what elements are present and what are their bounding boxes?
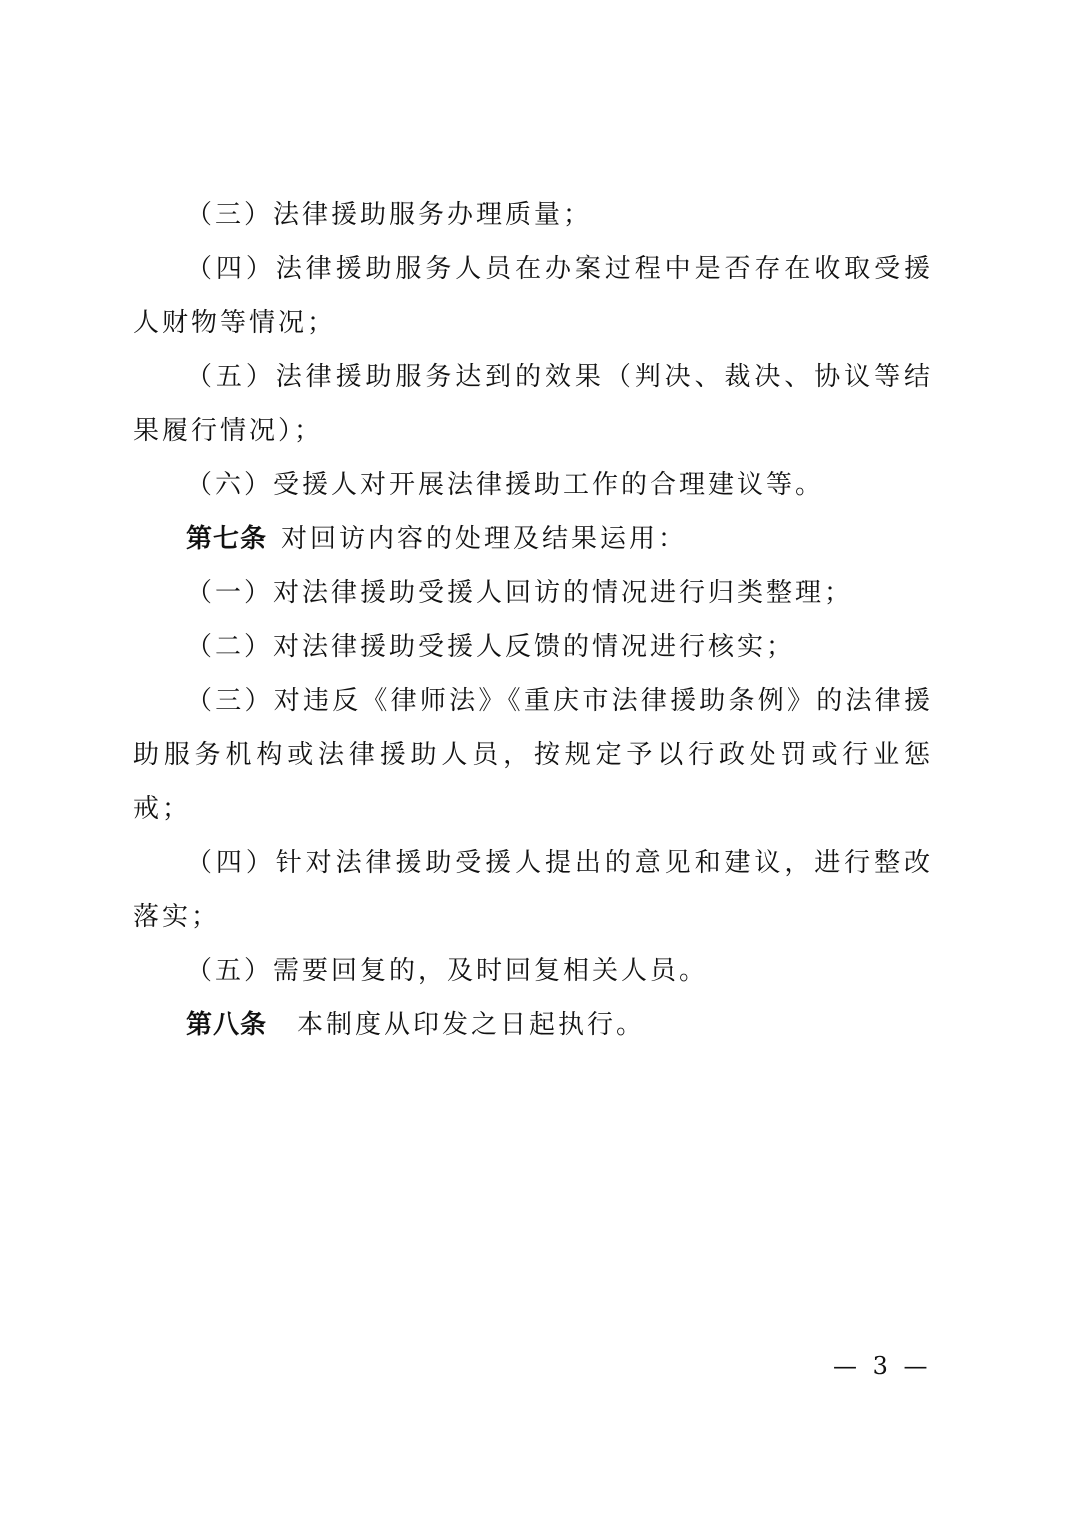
paragraph-text: 本制度从印发之日起执行。 [297, 1010, 646, 1040]
paragraph-item-5-effect [133, 350, 933, 458]
paragraph-text: （五）法律援助服务达到的效果（判决、裁决、协议等结果履行情况）； [133, 362, 933, 446]
paragraph-text: （六）受援人对开展法律援助工作的合理建议等。 [186, 470, 825, 500]
paragraph-7-2 [133, 620, 933, 674]
paragraph-7-3 [133, 674, 933, 836]
paragraph-item-4-property [133, 242, 933, 350]
article-7 [133, 512, 933, 566]
paragraph-text: （四）法律援助服务人员在办案过程中是否存在收取受援人财物等情况； [133, 254, 933, 338]
paragraph-text: （四）针对法律援助受援人提出的意见和建议，进行整改落实； [133, 848, 933, 932]
article-8 [133, 998, 933, 1052]
paragraph-7-5 [133, 944, 933, 998]
paragraph-7-4 [133, 836, 933, 944]
paragraph-item-3-quality [133, 188, 933, 242]
document-body [133, 188, 933, 1052]
article-heading: 第八条 [186, 1010, 268, 1040]
paragraph-text: 对回访内容的处理及结果运用： [281, 524, 688, 554]
paragraph-text: （三）对违反《律师法》《重庆市法律援助条例》的法律援助服务机构或法律援助人员，按规定予以行政处罚或行业惩戒； [133, 686, 933, 824]
paragraph-7-1 [133, 566, 933, 620]
article-heading: 第七条 [186, 524, 268, 554]
paragraph-text: （三）法律援助服务办理质量； [186, 200, 593, 230]
paragraph-item-6-suggestions [133, 458, 933, 512]
paragraph-text: （五）需要回复的，及时回复相关人员。 [186, 956, 709, 986]
paragraph-text: （二）对法律援助受援人反馈的情况进行核实； [186, 632, 796, 662]
page-number: — 3 — [833, 1352, 932, 1380]
paragraph-text: （一）对法律援助受援人回访的情况进行归类整理； [186, 578, 854, 608]
